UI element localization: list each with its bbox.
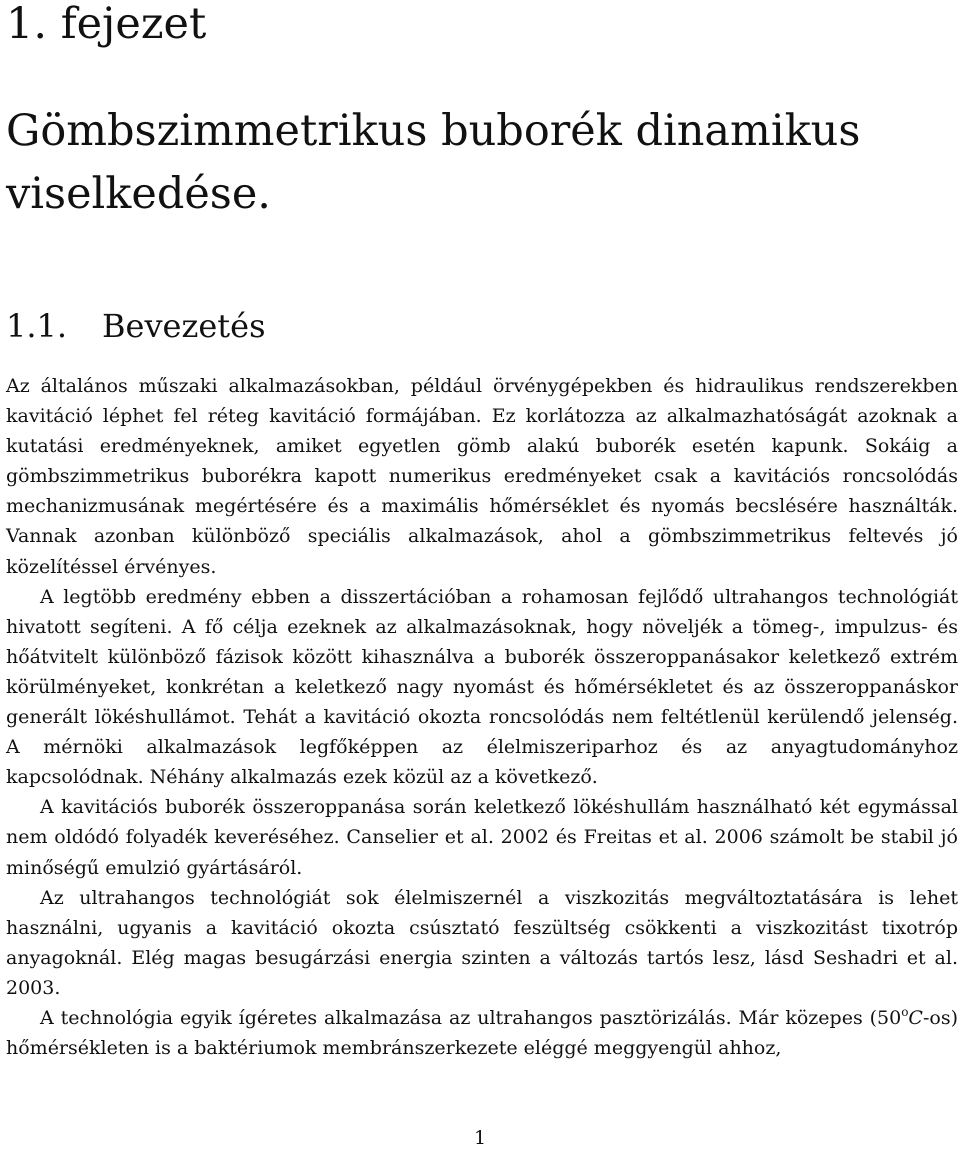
paragraph-text-start: A technológia egyik ígéretes alkalmazása az ultrahangos pasztörizálás. Már közepes (50 [40,1006,902,1029]
paragraph [6,1003,958,1063]
page-number: 1 [473,1127,487,1149]
body-text [6,371,958,1063]
paragraph: A kavitációs buborék összeroppanása során keletkező lökéshullám használható két egymással nem oldódó folyadék keveréséhez. Canselier et al. 2002 és Freitas et al. 2006 számolt be stabil jó minőségű emulzió gyártásáról. [6,796,958,879]
celsius-unit: C [908,1006,923,1029]
section-title: Bevezetés [102,307,266,345]
degree-superscript: o [901,1004,909,1019]
chapter-label: 1. fejezet [6,0,207,49]
paragraph: A legtöbb eredmény ebben a disszertációban a rohamosan fejlődő ultrahangos technológiát hivatott segíteni. A fő célja ezeknek az alkalmazásoknak, hogy növeljék a tömeg-, impulzus- és hőátvitelt különböző fázisok között kihasználva a buborék összeroppanásakor keletkező extrém körülményeket, konkrétan a keletkező nagy nyomást és hőmérsékletet és az összeroppanáskor generált lökéshullámot. Tehát a kavitáció okozta roncsolódás nem feltétlenül kerülendő jelenség. A mérnöki alkalmazások legfőképpen az élelmiszeriparhoz és az anyagtudományhoz kapcsolódnak. Néhány alkalmazás ezek közül az a következő. [6,585,958,789]
section-heading [6,306,265,346]
paragraph-text-end: -os) hőmérsékleten is a baktériumok membránszerkezete eléggé meggyengül ahhoz, [6,1006,958,1060]
chapter-title: Gömbszimmetrikus buborék dinamikus viselkedése. [6,106,861,219]
section-number: 1.1. [6,307,68,345]
paragraph: Az ultrahangos technológiát sok élelmiszernél a viszkozitás megváltoztatására is lehet használni, ugyanis a kavitáció okozta csúsztató feszültség csökkenti a viszkozitást tixotróp anyagoknál. Elég magas besugárzási energia szinten a változás tartós lesz, lásd Seshadri et al. 2003. [6,886,958,999]
paragraph: Az általános műszaki alkalmazásokban, például örvénygépekben és hidraulikus rendszerekben kavitáció léphet fel réteg kavitáció formájában. Ez korlátozza az alkalmazhatóságát azoknak a kutatási eredményeknek, amiket egyetlen gömb alakú buborék esetén kapunk. Sokáig a gömbszimmetrikus buborékra kapott numerikus eredményeket csak a kavitációs roncsolódás mechanizmusának megértésére és a maximális hőmérséklet és nyomás becslésére használták. Vannak azonban különböző speciális alkalmazások, ahol a gömbszimmetrikus feltevés jó közelítéssel érvényes. [6,375,958,578]
